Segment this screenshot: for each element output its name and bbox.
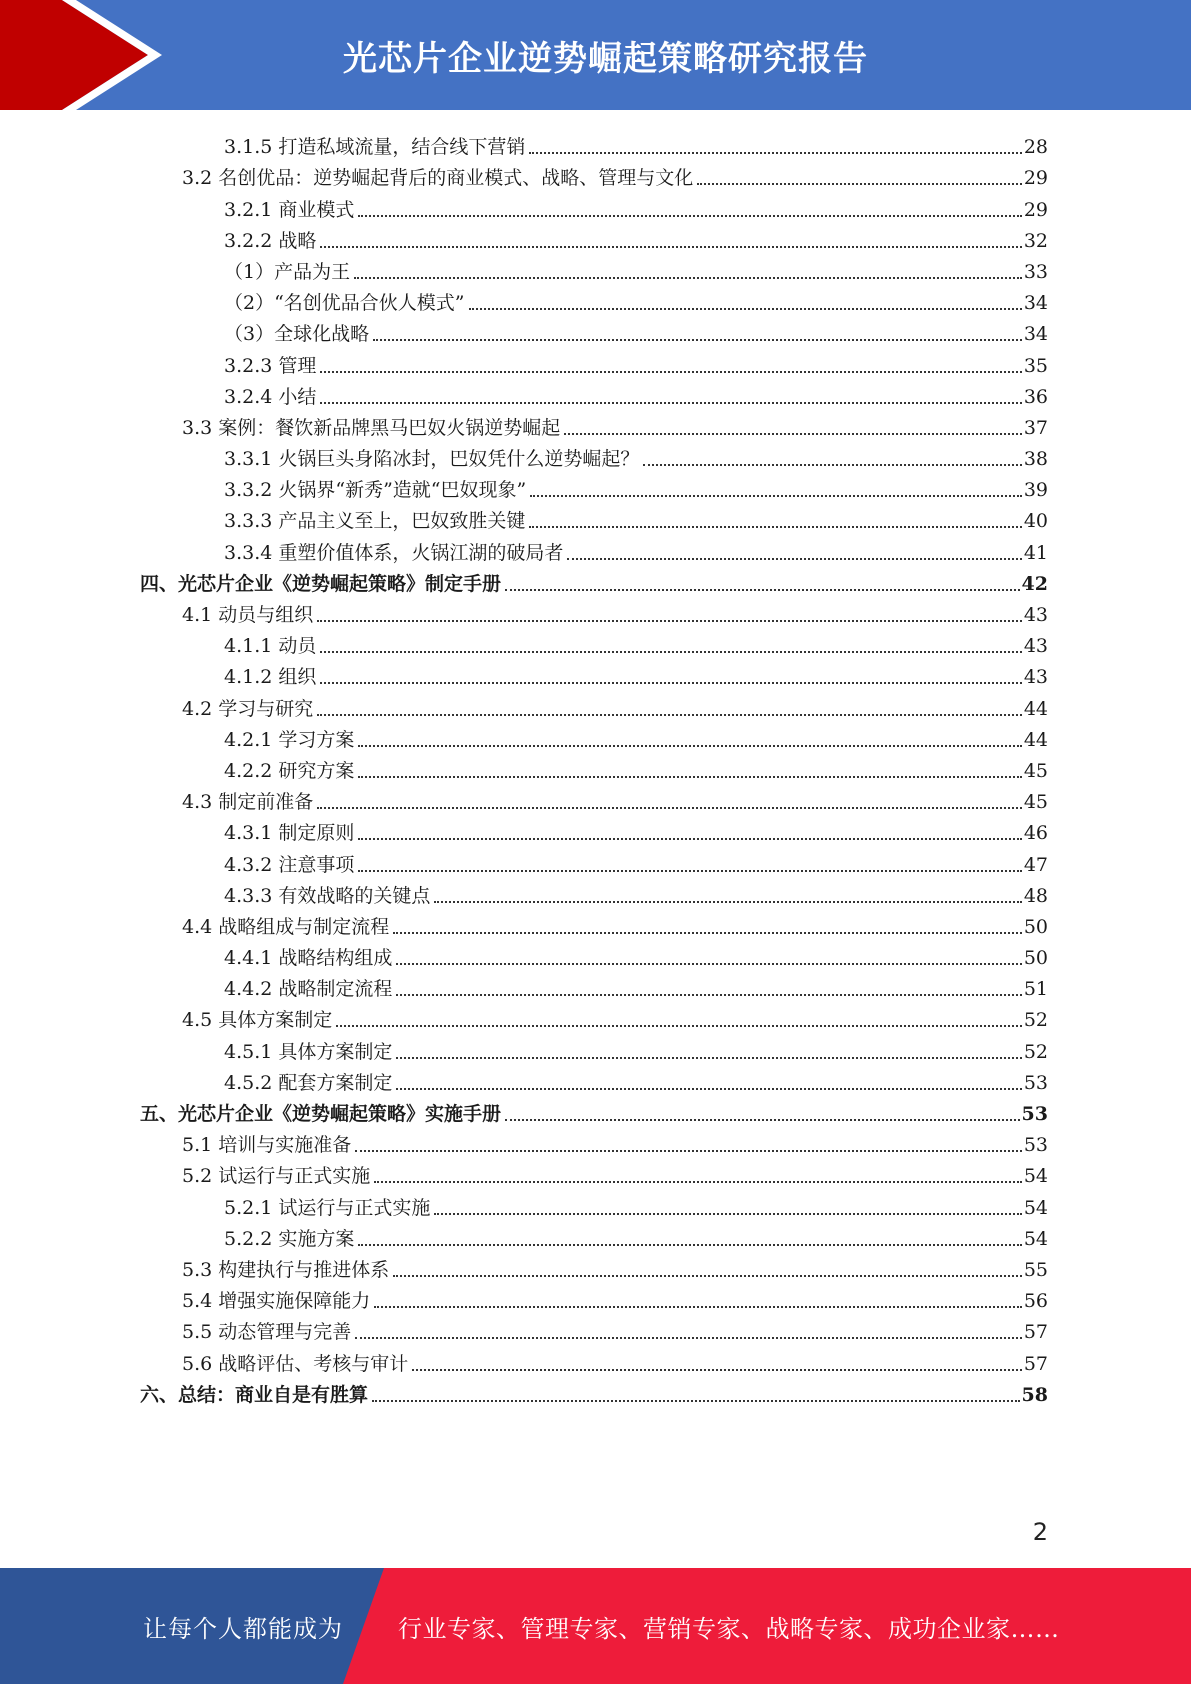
- toc-entry-page: 50: [1023, 947, 1048, 970]
- toc-dot-leader: [320, 371, 1021, 373]
- toc-entry-page: 46: [1023, 822, 1048, 845]
- toc-entry-page: 57: [1023, 1321, 1048, 1344]
- footer-bar: [0, 1568, 1191, 1684]
- toc-entry-label: 5.2 试运行与正式实施: [182, 1165, 371, 1188]
- toc-dot-leader: [358, 1244, 1021, 1246]
- table-of-contents: [140, 127, 1048, 1406]
- toc-entry-page: 45: [1023, 791, 1048, 814]
- header-bar: [0, 0, 1191, 110]
- toc-entry[interactable]: [140, 969, 1048, 1000]
- toc-entry[interactable]: [140, 1094, 1048, 1125]
- toc-entry-page: 34: [1023, 292, 1048, 315]
- toc-entry-page: 53: [1021, 1103, 1048, 1125]
- toc-entry-page: 29: [1023, 198, 1048, 221]
- toc-entry-label: （2）“名创优品合伙人模式”: [224, 292, 465, 315]
- toc-dot-leader: [320, 402, 1021, 404]
- toc-entry-label: 4.1 动员与组织: [182, 604, 314, 626]
- toc-entry-label: 3.2.2 战略: [224, 229, 317, 252]
- toc-dot-leader: [396, 1088, 1021, 1090]
- toc-dot-leader: [396, 1057, 1021, 1059]
- toc-entry-label: 4.3.3 有效战略的关键点: [224, 884, 431, 907]
- toc-entry[interactable]: [140, 876, 1048, 907]
- toc-entry-label: 3.3.4 重塑价值体系，火锅江湖的破局者: [224, 541, 564, 564]
- toc-entry[interactable]: [140, 1063, 1048, 1094]
- toc-dot-leader: [355, 1337, 1022, 1339]
- toc-entry[interactable]: [140, 1125, 1048, 1156]
- toc-dot-leader: [396, 963, 1021, 965]
- toc-dot-leader: [529, 526, 1021, 528]
- toc-entry[interactable]: [140, 1000, 1048, 1031]
- toc-entry-page: 56: [1023, 1290, 1048, 1313]
- toc-entry-page: 54: [1023, 1196, 1048, 1219]
- toc-entry-page: 35: [1023, 354, 1048, 377]
- toc-entry-page: 47: [1023, 853, 1048, 876]
- toc-entry-label: 5.2.2 实施方案: [224, 1227, 355, 1250]
- toc-entry[interactable]: [140, 1219, 1048, 1250]
- toc-entry-label: 3.3.2 火锅界“新秀”造就“巴奴现象”: [224, 479, 527, 502]
- toc-entry-label: 5.4 增强实施保障能力: [182, 1290, 371, 1313]
- toc-entry-label: 4.1.2 组织: [224, 666, 317, 689]
- toc-entry[interactable]: [140, 844, 1048, 875]
- toc-dot-leader: [373, 339, 1022, 341]
- toc-entry-label: （1）产品为王: [224, 260, 351, 283]
- toc-entry-label: 四、光芯片企业《逆势崛起策略》制定手册: [140, 572, 502, 595]
- toc-entry-page: 28: [1023, 136, 1048, 159]
- toc-entry[interactable]: [140, 127, 1048, 158]
- toc-entry-label: 3.2.3 管理: [224, 354, 317, 377]
- toc-dot-leader: [358, 870, 1021, 872]
- toc-entry-label: 3.2 名创优品：逆势崛起背后的商业模式、战略、管理与文化: [182, 167, 694, 190]
- toc-entry-label: 4.5 具体方案制定: [182, 1009, 333, 1032]
- toc-dot-leader: [320, 651, 1021, 653]
- page-title: 光芯片企业逆势崛起策略研究报告: [343, 38, 868, 79]
- toc-entry-page: 45: [1023, 759, 1048, 782]
- toc-entry[interactable]: [140, 439, 1048, 470]
- toc-entry[interactable]: [140, 657, 1048, 688]
- toc-dot-leader: [374, 1181, 1022, 1183]
- toc-entry[interactable]: [140, 1375, 1048, 1406]
- toc-entry-label: 4.2.2 研究方案: [224, 759, 355, 782]
- toc-entry-page: 54: [1023, 1227, 1048, 1250]
- toc-entry-page: 50: [1023, 915, 1048, 938]
- footer-slogan-left: 让每个人都能成为: [143, 1614, 343, 1643]
- toc-entry[interactable]: [140, 595, 1048, 626]
- toc-entry-page: 37: [1023, 416, 1048, 439]
- toc-entry-page: 40: [1023, 510, 1048, 533]
- toc-entry[interactable]: [140, 782, 1048, 813]
- toc-dot-leader: [320, 682, 1021, 684]
- toc-entry[interactable]: [140, 813, 1048, 844]
- toc-entry-label: 4.2.1 学习方案: [224, 728, 355, 751]
- toc-entry-label: 4.3.2 注意事项: [224, 853, 355, 876]
- toc-entry-page: 29: [1023, 167, 1048, 190]
- toc-entry[interactable]: [140, 907, 1048, 938]
- toc-dot-leader: [396, 994, 1021, 996]
- toc-entry-label: 4.5.1 具体方案制定: [224, 1040, 393, 1063]
- toc-entry-page: 38: [1023, 448, 1048, 471]
- toc-entry[interactable]: [140, 1281, 1048, 1312]
- toc-entry[interactable]: [140, 470, 1048, 501]
- toc-dot-leader: [505, 589, 1020, 591]
- toc-entry-page: 43: [1023, 666, 1048, 689]
- toc-entry-label: 4.5.2 配套方案制定: [224, 1071, 393, 1094]
- toc-entry-page: 42: [1021, 572, 1048, 595]
- toc-dot-leader: [393, 932, 1022, 934]
- toc-entry-label: 3.2.1 商业模式: [224, 198, 355, 221]
- toc-entry[interactable]: [140, 564, 1048, 595]
- toc-entry-page: 44: [1023, 728, 1048, 751]
- toc-dot-leader: [372, 1400, 1020, 1402]
- toc-dot-leader: [358, 215, 1021, 217]
- toc-dot-leader: [393, 1275, 1022, 1277]
- footer-slogan-right: 行业专家、管理专家、营销专家、战略专家、成功企业家……: [398, 1614, 1060, 1643]
- page-number: 2: [1032, 1518, 1048, 1546]
- toc-entry-page: 51: [1023, 978, 1048, 1001]
- toc-entry-label: 5.1 培训与实施准备: [182, 1134, 352, 1157]
- toc-entry-page: 34: [1023, 323, 1048, 346]
- toc-entry[interactable]: [140, 314, 1048, 345]
- toc-entry[interactable]: [140, 938, 1048, 969]
- toc-dot-leader: [697, 183, 1022, 185]
- toc-dot-leader: [529, 152, 1021, 154]
- toc-entry-page: 52: [1023, 1040, 1048, 1063]
- toc-entry-label: 5.2.1 试运行与正式实施: [224, 1196, 431, 1219]
- toc-entry-label: 4.4.2 战略制定流程: [224, 978, 393, 1001]
- toc-entry-page: 41: [1023, 541, 1048, 564]
- toc-entry-page: 48: [1023, 884, 1048, 907]
- toc-entry-label: 5.5 动态管理与完善: [182, 1321, 352, 1344]
- toc-dot-leader: [358, 745, 1021, 747]
- toc-entry[interactable]: [140, 158, 1048, 189]
- toc-dot-leader: [317, 714, 1022, 716]
- toc-entry-label: （3）全球化战略: [224, 323, 370, 346]
- toc-dot-leader: [434, 901, 1021, 903]
- toc-entry-page: 43: [1023, 635, 1048, 658]
- toc-entry-label: 五、光芯片企业《逆势崛起策略》实施手册: [140, 1103, 502, 1125]
- toc-entry-label: 六、总结：商业自是有胜算: [140, 1383, 369, 1406]
- toc-entry[interactable]: [140, 1031, 1048, 1062]
- toc-entry[interactable]: [140, 688, 1048, 719]
- toc-entry[interactable]: [140, 1187, 1048, 1218]
- toc-entry[interactable]: [140, 626, 1048, 657]
- toc-entry-label: 3.3 案例：餐饮新品牌黑马巴奴火锅逆势崛起: [182, 416, 561, 439]
- toc-dot-leader: [505, 1119, 1020, 1121]
- toc-entry[interactable]: [140, 377, 1048, 408]
- toc-entry-label: 3.3.3 产品主义至上，巴奴致胜关键: [224, 510, 526, 533]
- toc-entry-label: 5.6 战略评估、考核与审计: [182, 1352, 409, 1375]
- toc-dot-leader: [567, 558, 1021, 560]
- toc-dot-leader: [564, 433, 1022, 435]
- toc-entry[interactable]: [140, 1312, 1048, 1343]
- toc-entry[interactable]: [140, 283, 1048, 314]
- toc-dot-leader: [643, 464, 1021, 466]
- toc-entry[interactable]: [140, 252, 1048, 283]
- toc-entry-label: 4.4.1 战略结构组成: [224, 947, 393, 970]
- toc-entry-label: 4.1.1 动员: [224, 635, 317, 658]
- toc-entry-page: 43: [1023, 604, 1048, 626]
- toc-entry-page: 57: [1023, 1352, 1048, 1375]
- toc-entry-page: 53: [1023, 1134, 1048, 1157]
- toc-entry-page: 54: [1023, 1165, 1048, 1188]
- toc-entry[interactable]: [140, 532, 1048, 563]
- toc-dot-leader: [317, 620, 1022, 622]
- toc-dot-leader: [434, 1213, 1021, 1215]
- toc-dot-leader: [317, 807, 1022, 809]
- toc-entry[interactable]: [140, 1250, 1048, 1281]
- toc-entry[interactable]: [140, 501, 1048, 532]
- toc-entry-page: 39: [1023, 479, 1048, 502]
- toc-dot-leader: [336, 1025, 1022, 1027]
- toc-entry[interactable]: [140, 751, 1048, 782]
- toc-entry[interactable]: [140, 1343, 1048, 1374]
- toc-dot-leader: [358, 776, 1021, 778]
- toc-entry-label: 4.3.1 制定原则: [224, 822, 355, 845]
- toc-entry[interactable]: [140, 720, 1048, 751]
- toc-dot-leader: [354, 277, 1022, 279]
- toc-entry-label: 4.3 制定前准备: [182, 791, 314, 814]
- toc-entry-label: 3.2.4 小结: [224, 385, 317, 408]
- toc-entry-label: 4.4 战略组成与制定流程: [182, 915, 390, 938]
- toc-entry-page: 58: [1021, 1383, 1048, 1406]
- toc-entry-label: 4.2 学习与研究: [182, 697, 314, 720]
- toc-entry-page: 36: [1023, 385, 1048, 408]
- toc-entry-label: 3.3.1 火锅巨头身陷冰封，巴奴凭什么逆势崛起？: [224, 448, 640, 471]
- toc-entry-label: 3.1.5 打造私域流量，结合线下营销: [224, 136, 526, 159]
- toc-dot-leader: [469, 308, 1022, 310]
- toc-dot-leader: [320, 246, 1021, 248]
- toc-entry-label: 5.3 构建执行与推进体系: [182, 1258, 390, 1281]
- toc-dot-leader: [355, 1150, 1022, 1152]
- toc-entry-page: 55: [1023, 1258, 1048, 1281]
- toc-entry[interactable]: [140, 345, 1048, 376]
- toc-entry[interactable]: [140, 408, 1048, 439]
- toc-entry-page: 32: [1023, 229, 1048, 252]
- toc-dot-leader: [374, 1306, 1022, 1308]
- toc-dot-leader: [358, 838, 1021, 840]
- toc-entry[interactable]: [140, 1156, 1048, 1187]
- toc-entry-page: 33: [1023, 260, 1048, 283]
- toc-entry-page: 52: [1023, 1009, 1048, 1032]
- toc-entry-page: 44: [1023, 697, 1048, 720]
- toc-entry[interactable]: [140, 221, 1048, 252]
- toc-entry-page: 53: [1023, 1071, 1048, 1094]
- toc-dot-leader: [530, 495, 1022, 497]
- toc-entry[interactable]: [140, 189, 1048, 220]
- toc-dot-leader: [412, 1369, 1022, 1371]
